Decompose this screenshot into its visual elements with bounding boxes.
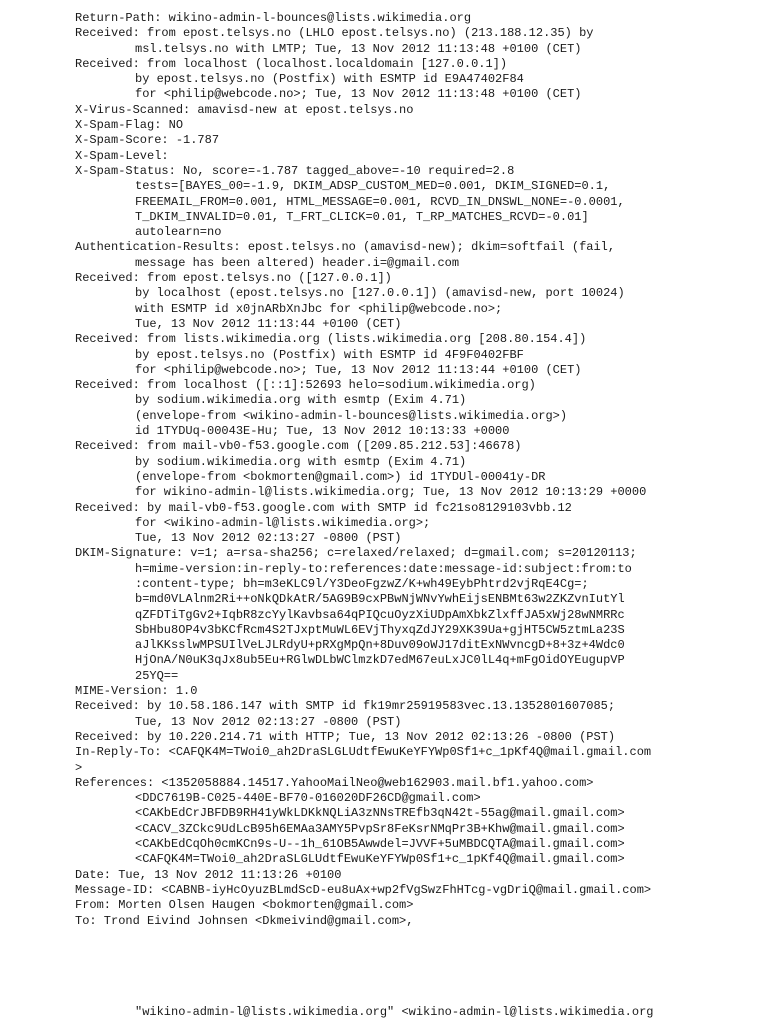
header-line: Tue, 13 Nov 2012 02:13:27 -0800 (PST) (135, 714, 402, 729)
header-line: T_DKIM_INVALID=0.01, T_FRT_CLICK=0.01, T_RP_MATCHES_RCVD=-0.01] (135, 209, 589, 224)
header-line: <CAFQK4M=TWoi0_ah2DraSLGLUdtfEwuKeYFYWp0Sf1+c_1pKf4Q@mail.gmail.com> (135, 852, 625, 867)
header-line: (envelope-from <wikino-admin-l-bounces@lists.wikimedia.org>) (135, 408, 568, 423)
header-line: Received: by 10.58.186.147 with SMTP id fk19mr25919583vec.13.1352801607085; (75, 699, 616, 714)
header-line: X-Spam-Flag: NO (75, 118, 184, 133)
header-line: (envelope-from <bokmorten@gmail.com>) id 1TYDUl-00041y-DR (135, 469, 546, 484)
header-line: by localhost (epost.telsys.no [127.0.0.1]) (amavisd-new, port 10024) (135, 286, 625, 301)
header-line: DKIM-Signature: v=1; a=rsa-sha256; c=relaxed/relaxed; d=gmail.com; s=20120113; (75, 546, 637, 561)
header-line: X-Spam-Score: -1.787 (75, 133, 220, 148)
header-line: FREEMAIL_FROM=0.001, HTML_MESSAGE=0.001, RCVD_IN_DNSWL_NONE=-0.0001, (135, 194, 625, 209)
header-line: Received: from localhost (localhost.localdomain [127.0.0.1]) (75, 56, 508, 71)
header-line: X-Virus-Scanned: amavisd-new at epost.telsys.no (75, 102, 414, 117)
header-line: by sodium.wikimedia.org with esmtp (Exim 4.71) (135, 454, 467, 469)
header-line: Tue, 13 Nov 2012 11:13:44 +0100 (CET) (135, 316, 402, 331)
header-line: qZFDTiTgGv2+IqbR8zcYylKavbsa64qPIQcuOyzXiUDpAmXbkZlxffJA5xWj28wNMRRc (135, 607, 625, 622)
header-line: b=md0VLAlnm2Ri++oNkQDkAtR/5AG9B9cxPBwNjWNvYwhEijsENBMt63w2ZKZvnIutYl (135, 592, 625, 607)
header-line: SbHbu8OP4v3bKCfRcm4S2TJxptMuWL6EVjThyxqZdJY29XK39Ua+gjHT5CW5ztmLa23S (135, 622, 625, 637)
header-line: for <wikino-admin-l@lists.wikimedia.org>; (135, 515, 431, 530)
header-line: id 1TYDUq-00043E-Hu; Tue, 13 Nov 2012 10:13:33 +0000 (135, 424, 510, 439)
header-line: <CAKbEdCrJBFDB9RH41yWkLDKkNQLiA3zNNsTREfb3qN42t-55ag@mail.gmail.com> (135, 806, 625, 821)
header-line: Date: Tue, 13 Nov 2012 11:13:26 +0100 (75, 867, 342, 882)
header-line: To: Trond Eivind Johnsen <Dkmeivind@gmail.com>, (75, 913, 414, 928)
header-line: for wikino-admin-l@lists.wikimedia.org; Tue, 13 Nov 2012 10:13:29 +0000 (135, 485, 647, 500)
header-line: Received: from mail-vb0-f53.google.com ([209.85.212.53]:46678) (75, 439, 522, 454)
header-line: msl.telsys.no with LMTP; Tue, 13 Nov 2012 11:13:48 +0100 (CET) (135, 41, 582, 56)
header-line: Received: from epost.telsys.no (LHLO epost.telsys.no) (213.188.12.35) by (75, 26, 594, 41)
header-line: Message-ID: <CABNB-iyHcOyuzBLmdScD-eu8uAx+wp2fVgSwzFhHTcg-vgDriQ@mail.gmail.com> (75, 882, 652, 897)
header-line: aJlKKsslwMPSUIlVeLJLRdyU+pRXgMpQn+8Duv09oWJ17ditExNWvncgD+8+3z+4Wdc0 (135, 638, 625, 653)
header-line: From: Morten Olsen Haugen <bokmorten@gmail.com> (75, 898, 414, 913)
header-line: Received: by 10.220.214.71 with HTTP; Tue, 13 Nov 2012 02:13:26 -0800 (PST) (75, 729, 616, 744)
header-line: > (75, 760, 83, 775)
header-line: Received: from lists.wikimedia.org (lists.wikimedia.org [208.80.154.4]) (75, 332, 587, 347)
header-line: Received: from localhost ([::1]:52693 helo=sodium.wikimedia.org) (75, 378, 536, 393)
header-line: References: <1352058884.14517.YahooMailNeo@web162903.mail.bf1.yahoo.com> (75, 775, 594, 790)
header-line: In-Reply-To: <CAFQK4M=TWoi0_ah2DraSLGLUdtfEwuKeYFYWp0Sf1+c_1pKf4Q@mail.gmail.com (75, 745, 652, 760)
footer-recipient-line: "wikino-admin-l@lists.wikimedia.org" <wikino-admin-l@lists.wikimedia.org (135, 1005, 654, 1019)
header-line: X-Spam-Status: No, score=-1.787 tagged_above=-10 required=2.8 (75, 163, 515, 178)
header-line: <DDC7619B-C025-440E-BF70-016020DF26CD@gmail.com> (135, 791, 481, 806)
header-line: with ESMTP id x0jnARbXnJbc for <philip@webcode.no>; (135, 301, 503, 316)
header-line: HjOnA/N0uK3qJx8ub5Eu+RGlwDLbWClmzkD7edM67euLxJC0lL4q+mFgOidOYEugupVP (135, 653, 625, 668)
header-line: autolearn=no (135, 225, 222, 240)
header-line: by sodium.wikimedia.org with esmtp (Exim 4.71) (135, 393, 467, 408)
header-line: for <philip@webcode.no>; Tue, 13 Nov 2012 11:13:48 +0100 (CET) (135, 87, 582, 102)
email-headers (75, 11, 765, 929)
header-line: for <philip@webcode.no>; Tue, 13 Nov 2012 11:13:44 +0100 (CET) (135, 362, 582, 377)
header-line: Received: from epost.telsys.no ([127.0.0.1]) (75, 271, 392, 286)
header-line: Authentication-Results: epost.telsys.no (amavisd-new); dkim=softfail (fail, (75, 240, 616, 255)
header-line: by epost.telsys.no (Postfix) with ESMTP id 4F9F0402FBF (135, 347, 524, 362)
header-line: Return-Path: wikino-admin-l-bounces@lists.wikimedia.org (75, 11, 472, 25)
header-line: 25YQ== (135, 668, 179, 683)
header-line: <CACV_3ZCkc9UdLcB95h6EMAa3AMY5PvpSr8FeKsrNMqPr3B+Khw@mail.gmail.com> (135, 821, 625, 836)
header-line: h=mime-version:in-reply-to:references:date:message-id:subject:from:to (135, 561, 632, 576)
header-line: Tue, 13 Nov 2012 02:13:27 -0800 (PST) (135, 531, 402, 546)
header-line: Received: by mail-vb0-f53.google.com with SMTP id fc21so8129103vbb.12 (75, 500, 572, 515)
header-line: by epost.telsys.no (Postfix) with ESMTP id E9A47402F84 (135, 72, 524, 87)
header-line: message has been altered) header.i=@gmail.com (135, 255, 460, 270)
header-line: :content-type; bh=m3eKLC9l/Y3DeoFgzwZ/K+wh49EybPhtrd2vjRqE4Cg=; (135, 576, 589, 591)
header-line: tests=[BAYES_00=-1.9, DKIM_ADSP_CUSTOM_MED=0.001, DKIM_SIGNED=0.1, (135, 179, 611, 194)
header-line: <CAKbEdCqOh0cmKCn9s-U--1h_61OB5Awwdel=JVVF+5uMBDCQTA@mail.gmail.com> (135, 837, 625, 852)
header-line: MIME-Version: 1.0 (75, 684, 198, 699)
header-line: X-Spam-Level: (75, 148, 169, 163)
